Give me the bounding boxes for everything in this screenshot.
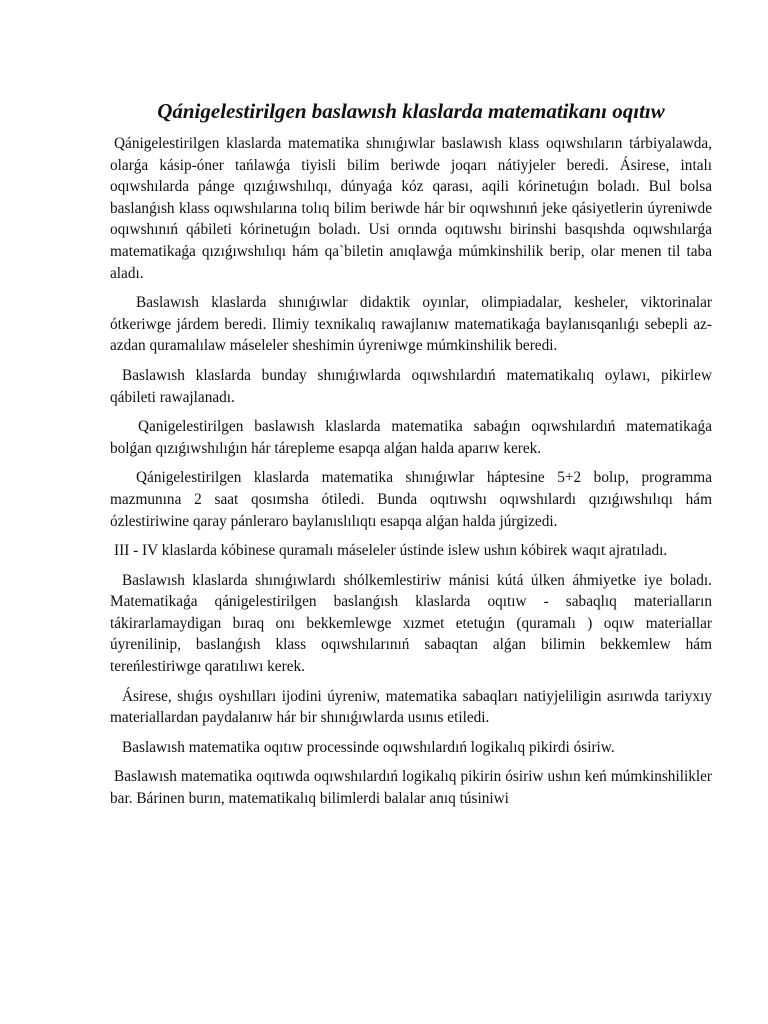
paragraph-7: Baslawısh klaslarda shınıǵıwlardı shólkemlestiriw mánisi kútá úlken áhmiyetke iye boladı. Matematikaǵa qánigelestirilgen baslanǵısh klaslarda oqıtıw - sabaqlıq materialların tákirarlamaydigan bıraq onı bekkemlewge xızmet etetuǵın (quramalı ) oqıw materiallar úyrenilinip, baslanǵısh klass oqıwshılarınıń sabaqtan alǵan bilimin bekkemlew hám tereńlestiriwge qaratılıwı kerek. <box>110 571 712 676</box>
paragraph-2: Baslawısh klaslarda shınıǵıwlar didaktik oyınlar, olimpiadalar, kesheler, viktorinalar ótkeriwge járdem beredi. Ilimiy texnikalıq rawajlanıw matematikaǵa baylanısqanlıǵı sebepli az-azdan quramalılaw máseleler sheshimin úyreniwge múmkinshilik beredi. <box>110 294 712 355</box>
document-page <box>110 96 712 818</box>
document-title: Qánigelestirilgen baslawısh klaslarda matematikanı oqıtıw <box>157 99 665 123</box>
paragraph-9: Baslawısh matematika oqıtıw processinde oqıwshılardıń logikalıq pikirdi ósiriw. <box>122 738 615 756</box>
paragraph-8: Ásirese, shıǵıs oyshılları ijodini úyreniw, matematika sabaqları natiyjeliligin asırıwda tariyxıy materiallardan paydalanıw hár bir shınıǵıwlarda usınıs etiledi. <box>110 687 712 727</box>
paragraph-1: Qánigelestirilgen klaslarda matematika shınıǵıwlar baslawısh klass oqıwshıların tárbiyalawda, olarǵa kásip-óner tańlawǵa tiyisli bilim beriwde joqarı nátiyjeler beredi. Ásirese, intalı oqıwshılarda pánge qızıǵıwshılıqı, dúnyaǵa kóz qarası, aqili kórinetuǵın boladı. Bul bolsa baslanǵısh klass oqıwshılarına tolıq bilim beriwde hár bir oqıwshınıń jeke qásiyetlerin úyreniwde oqıwshınıń qábileti kórinetuǵın boladı. Usi orında oqıtıwshı birinshi basqıshda oqıwshılarǵa matematikaǵa qızıǵıwshılıqı hám qa`biletin anıqlawǵa múmkinshilik berip, olar menen til taba aladı. <box>110 135 712 282</box>
paragraph-4: Qanigelestirilgen baslawısh klaslarda matematika sabaǵın oqıwshılardıń matematikaǵa bolǵan qızıǵıwshılıǵın hár tárepleme esapqa alǵan halda aparıw kerek. <box>110 418 712 457</box>
paragraph-5: Qánigelestirilgen klaslarda matematika shınıǵıwlar háptesine 5+2 bolıp, programma mazmunına 2 saat qosımsha ótiledi. Bunda oqıtıwshı oqıwshılardı qızıǵıwshılıqı hám ózlestiriwine qaray pánleraro baylanıslılıqtı esapqa alǵan halda júrgizedi. <box>110 469 712 530</box>
paragraph-3: Baslawısh klaslarda bunday shınıǵıwlarda oqıwshılardıń matematikalıq oylawı, pikirlew qábileti rawajlanadı. <box>110 366 712 406</box>
paragraph-6: III - IV klaslarda kóbinese quramalı máseleler ústinde islew ushın kóbirek waqıt ajratıladı. <box>114 542 668 560</box>
paragraph-10: Baslawısh matematika oqıtıwda oqıwshılardıń logikalıq pikirin ósiriw ushın keń múmkinshilikler bar. Bárinen burın, matematikalıq bilimlerdi balalar anıq túsiniwi <box>110 768 712 808</box>
